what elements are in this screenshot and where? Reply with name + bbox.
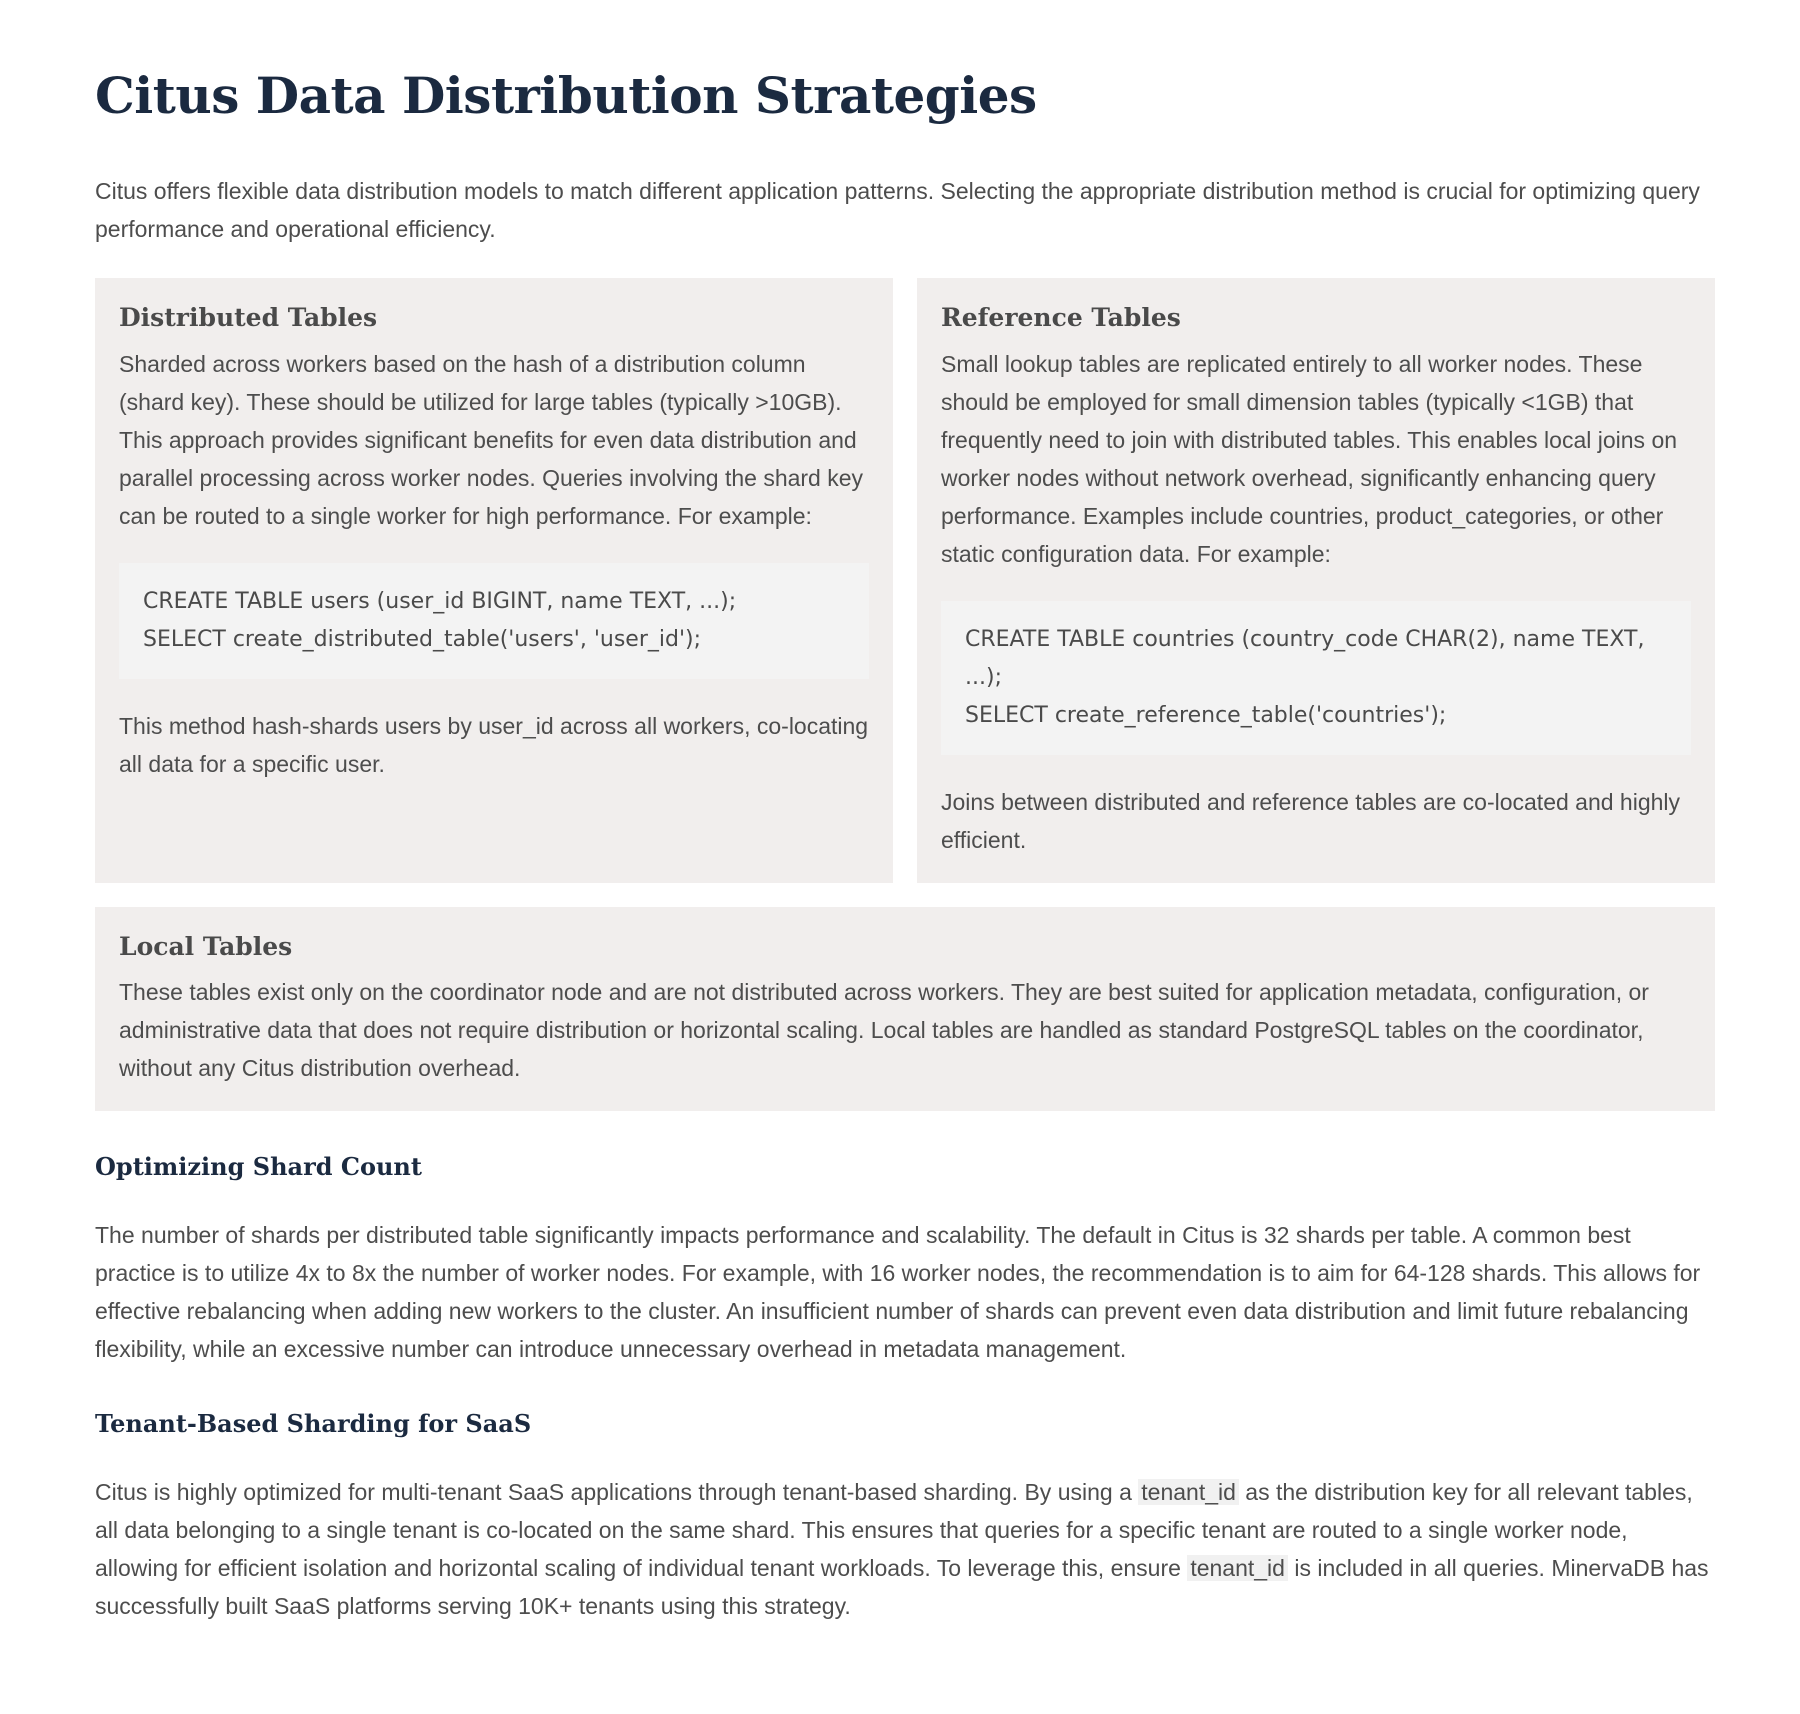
distributed-tables-title: Distributed Tables [119, 303, 378, 332]
code-line: SELECT create_reference_table('countries'); [965, 702, 1447, 728]
reference-tables-text: Small lookup tables are replicated entirely to all worker nodes. These should be employed for small dimension tables (typically <1GB) that frequently need to join with distributed tables. This enables local joins on worker nodes without network overhead, significantly enhancing query performance. Examples include countries, product_categories, or other static configuration data. For example: [941, 350, 1678, 567]
code-line: SELECT create_distributed_table('users', 'user_id'); [143, 626, 701, 652]
intro-paragraph: Citus offers flexible data distribution models to match different application patterns. Selecting the appropriate distribution method is crucial for optimizing query performance and operational efficiency. [95, 178, 1700, 242]
tenant-sharding-paragraph [95, 1473, 1715, 1625]
page-title: Citus Data Distribution Strategies [95, 66, 1037, 125]
inline-code-tenant-id: tenant_id [1187, 1555, 1288, 1581]
code-line: CREATE TABLE users (user_id BIGINT, name TEXT, ...); [143, 588, 737, 614]
distributed-tables-card [95, 278, 893, 883]
local-tables-card [95, 907, 1715, 1112]
code-line: CREATE TABLE countries (country_code CHAR(2), name TEXT, ...); [965, 626, 1645, 690]
tenant-text-part-2: as the distribution key for all relevant tables, all data belonging to a single tenant is co-located on the same shard. This ensures that queries for a specific tenant are routed to a single worker node, allowing for efficient isolation and horizontal scaling of individual tenant workloads. To leverage this, ensure [95, 1479, 1693, 1582]
distributed-code-block [119, 563, 869, 679]
reference-tables-card [917, 278, 1715, 883]
reference-tables-title: Reference Tables [941, 303, 1181, 332]
local-tables-title: Local Tables [119, 931, 293, 961]
shard-count-paragraph: The number of shards per distributed table significantly impacts performance and scalability. The default in Citus is 32 shards per table. A common best practice is to utilize 4x to 8x the number of worker nodes. For example, with 16 worker nodes, the recommendation is to aim for 64-128 shards. This allows for effective rebalancing when adding new workers to the cluster. An insufficient number of shards can prevent even data distribution and limit future rebalancing flexibility, while an excessive number can introduce unnecessary overhead in metadata management. [95, 1222, 1701, 1363]
distributed-tables-text: Sharded across workers based on the hash of a distribution column (shard key). These should be utilized for large tables (typically >10GB). This approach provides significant benefits for even data distribution and parallel processing across worker nodes. Queries involving the shard key can be routed to a single worker for high performance. For example: [119, 350, 864, 529]
shard-count-heading: Optimizing Shard Count [95, 1152, 422, 1181]
reference-tables-note: Joins between distributed and reference tables are co-located and highly efficient. [941, 788, 1681, 853]
tenant-sharding-heading: Tenant-Based Sharding for SaaS [95, 1409, 532, 1439]
local-tables-text: These tables exist only on the coordinator node and are not distributed across workers. They are best suited for application metadata, configuration, or administrative data that does not require distribution or horizontal scaling. Local tables are handled as standard PostgreSQL tables on the coordinator, without any Citus distribution overhead. [119, 979, 1649, 1081]
reference-code-block [941, 601, 1691, 755]
cards-row [95, 278, 1715, 883]
tenant-text-part-3: is included in all queries. MinervaDB has successfully built SaaS platforms serving 10K+ tenants using this strategy. [95, 1555, 1709, 1620]
inline-code-tenant-id: tenant_id [1138, 1479, 1239, 1505]
distributed-tables-note: This method hash-shards users by user_id across all workers, co-locating all data for a specific user. [119, 712, 869, 777]
tenant-text-part-1: Citus is highly optimized for multi-tenant SaaS applications through tenant-based sharding. By using a [95, 1479, 1132, 1506]
